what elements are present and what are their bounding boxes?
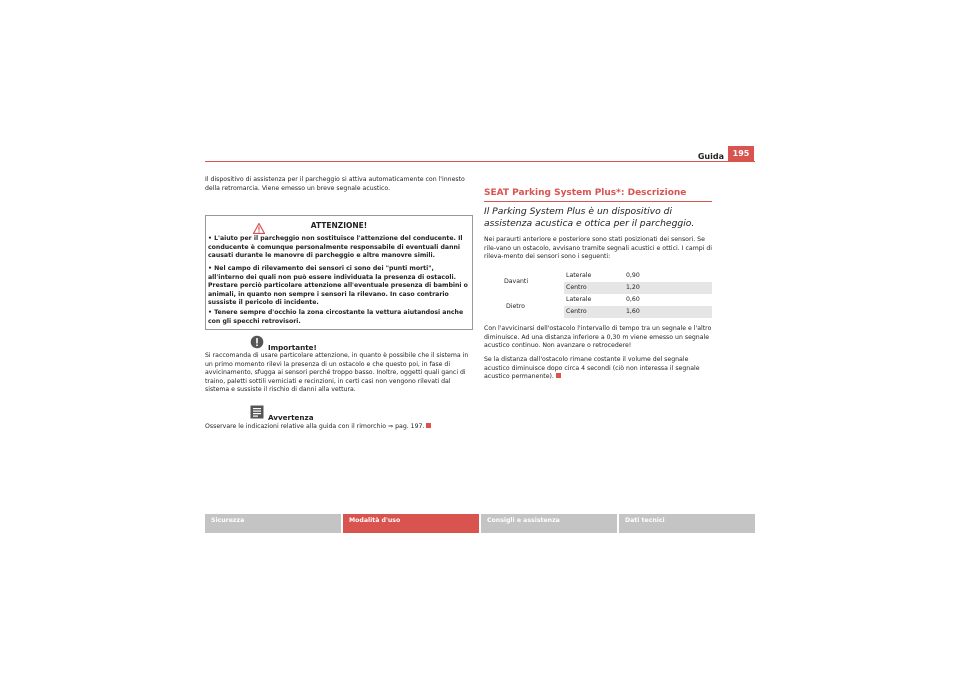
header-rule [205, 161, 755, 162]
table-row: Centro 1,60 [564, 306, 712, 318]
approach-paragraph: Con l'avvicinarsi dell'ostacolo l'intervallo di tempo tra un segnale e l'altro diminuisce. Ad una distanza inferiore a 0,30 m viene emesso un segnale acustico continuo. Non avanzare o retrocedere! [484, 325, 712, 350]
footer-tab-modalita-uso[interactable]: Modalità d'uso [343, 514, 479, 533]
warning-bullet-2: • Nel campo di rilevamento dei sensori ci sono dei "punti morti", all'interno dei quali non può essere individuata la presenza di ostacoli. Prestare perciò particolare attenzione all'eventuale presenza di bambini o animali, in quanto non sempre i sensori la rilevano. In caso contrario sussiste il pericolo di incidente. [208, 265, 468, 307]
note-paragraph: Osservare le indicazioni relative alla guida con il rimorchio ⇒ pag. 197. [205, 423, 473, 432]
table-group-rear: Dietro [506, 303, 525, 310]
note-title: Avvertenza [268, 413, 314, 422]
table-row: Centro 1,20 [564, 282, 712, 294]
footer-tab-consigli-assistenza[interactable]: Consigli e assistenza [481, 514, 617, 533]
end-marker-icon [556, 373, 561, 378]
table-row: Laterale 0,60 [566, 296, 640, 303]
section-heading: SEAT Parking System Plus*: Descrizione [484, 188, 687, 198]
important-paragraph: Si raccomanda di usare particolare attenzione, in quanto è possibile che il sistema in un primo momento rilevi la presenza di un ostacolo e che questo poi, in fase di avvicinamento, sfugga ai sensori perché troppo basso. Inoltre, oggetti quali ganci di traino, paletti sottili verniciati e recinzioni, in certi casi non vengono rilevati dal sistema e sussiste il rischio di danni alla vettura. [205, 352, 469, 394]
footer-tab-dati-tecnici[interactable]: Dati tecnici [619, 514, 755, 533]
bullet-icon: • [208, 309, 215, 316]
warning-title: ATTENZIONE! [310, 221, 368, 230]
table-group-front: Davanti [504, 278, 529, 285]
page-section-title: Guida [697, 152, 724, 161]
intro-paragraph: Il dispositivo di assistenza per il parcheggio si attiva automaticamente con l'innesto della retromarcia. Viene emesso un breve segnale acustico. [205, 176, 465, 192]
note-icon [250, 404, 264, 423]
warning-bullet-1: • L'aiuto per il parcheggio non sostituisce l'attenzione del conducente. Il conducente è comunque personalmente responsabile di eventuali danni causati durante le manovre di parcheggio e altre manovre simili. [208, 235, 463, 260]
table-row: Laterale 0,90 [566, 272, 640, 279]
important-title: Importante! [268, 343, 317, 352]
section-rule [484, 201, 712, 202]
bullet-icon: • [208, 265, 215, 272]
bullet-icon: • [208, 235, 215, 242]
footer-tab-sicurezza[interactable]: Sicurezza [205, 514, 341, 533]
warning-bullet-3: • Tenere sempre d'occhio la zona circostante la vettura aiutandosi anche con gli specchi retrovisori. [208, 309, 464, 325]
volume-paragraph: Se la distanza dall'ostacolo rimane costante il volume del segnale acustico diminuisce dopo circa 4 secondi (ciò non interessa il segnale acustico permanente). [484, 356, 700, 381]
page-number: 195 [728, 146, 754, 162]
end-marker-icon [426, 423, 431, 428]
section-subtitle: Il Parking System Plus è un dispositivo di assistenza acustica e ottica per il parcheggio. [484, 206, 695, 229]
sensors-paragraph: Nei paraurti anteriore e posteriore sono stati posizionati dei sensori. Se rile-vano un ostacolo, avvisano tramite segnali acustici e ottici. I campi di rileva-mento dei sensori sono i seguenti: [484, 236, 712, 261]
important-icon [250, 334, 264, 353]
